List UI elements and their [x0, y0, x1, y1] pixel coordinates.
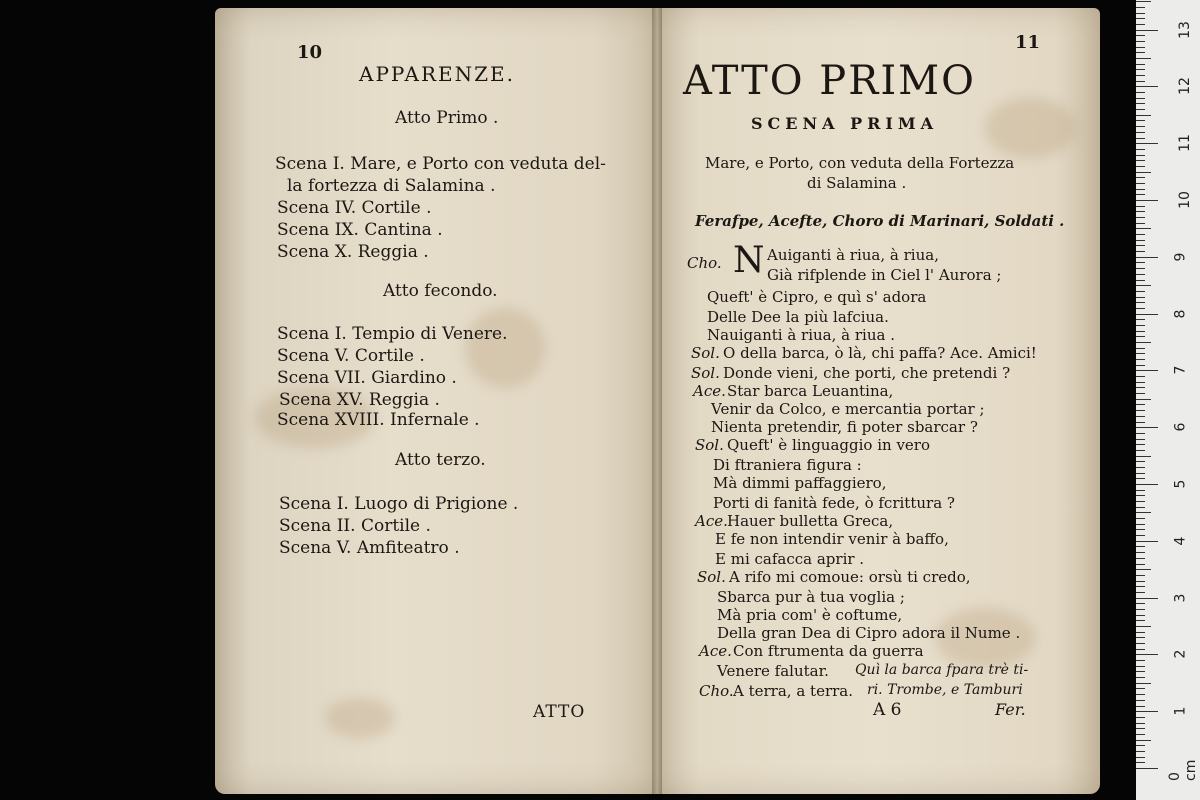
- ruler-tick: [1136, 683, 1151, 684]
- ruler-tick: [1136, 314, 1158, 315]
- ruler-tick: [1136, 24, 1145, 25]
- scene-entry: Scena IX. Cantina .: [277, 220, 443, 240]
- ruler-tick: [1136, 183, 1145, 184]
- ruler-tick: [1136, 47, 1145, 48]
- ruler-tick: [1136, 546, 1145, 547]
- ruler-tick: [1136, 194, 1145, 195]
- ruler-tick: [1136, 268, 1145, 269]
- ruler-tick: [1136, 637, 1145, 638]
- verse-line: Star barca Leuantina,: [727, 382, 894, 400]
- ruler-tick: [1136, 359, 1145, 360]
- ruler-tick: [1136, 399, 1151, 400]
- ruler-tick: [1136, 120, 1145, 121]
- ruler-tick: [1136, 280, 1145, 281]
- ruler-tick: [1136, 223, 1145, 224]
- verse-line: Nauiganti à riua, à riua .: [707, 326, 895, 344]
- signature-mark: A 6: [873, 700, 902, 720]
- ruler-tick: [1136, 138, 1145, 139]
- ruler-tick: [1136, 603, 1145, 604]
- ruler-number: 2: [1172, 649, 1189, 659]
- verse-line: A rifo mi comoue: orsù ti credo,: [729, 568, 971, 586]
- ruler-number: 7: [1172, 365, 1189, 375]
- ruler-tick: [1136, 598, 1158, 599]
- ruler-tick: [1136, 484, 1158, 485]
- verse-line: Hauer bulletta Greca,: [727, 512, 894, 530]
- ruler-tick: [1136, 671, 1145, 672]
- ruler-tick: [1136, 632, 1145, 633]
- ruler-tick: [1136, 177, 1145, 178]
- page-stain: [985, 98, 1075, 158]
- verse-line: Venere falutar.: [717, 662, 829, 680]
- ruler-tick: [1136, 654, 1158, 655]
- ruler-tick: [1136, 592, 1145, 593]
- ruler-tick: [1136, 387, 1145, 388]
- ruler-tick: [1136, 456, 1151, 457]
- act-heading: ATTO PRIMO: [683, 58, 976, 104]
- ruler-tick: [1136, 160, 1145, 161]
- ruler-tick: [1136, 728, 1145, 729]
- speaker-label: Sol.: [691, 344, 720, 362]
- ruler-tick: [1136, 103, 1145, 104]
- ruler-tick: [1136, 677, 1145, 678]
- ruler-number: 8: [1172, 309, 1189, 319]
- scene-entry: Scena I. Luogo di Prigione .: [279, 494, 519, 514]
- ruler-tick: [1136, 166, 1145, 167]
- ruler-tick: [1136, 643, 1145, 644]
- ruler-tick: [1136, 666, 1145, 667]
- scene-entry: Scena XV. Reggia .: [279, 390, 440, 410]
- ruler-tick: [1136, 427, 1158, 428]
- ruler-tick: [1136, 422, 1145, 423]
- ruler-tick: [1136, 376, 1145, 377]
- verse-line: A terra, a terra.: [733, 682, 853, 700]
- ruler-tick: [1136, 734, 1145, 735]
- ruler-tick: [1136, 473, 1145, 474]
- ruler-tick: [1136, 41, 1145, 42]
- ruler-number: 1: [1172, 706, 1189, 716]
- scene-entry: Scena I. Tempio di Venere.: [277, 324, 508, 344]
- act-title: Atto Primo .: [395, 108, 499, 128]
- ruler-tick: [1136, 700, 1145, 701]
- ruler-number: 13: [1176, 20, 1193, 39]
- ruler-tick: [1136, 649, 1145, 650]
- ruler-tick: [1136, 410, 1145, 411]
- verse-line: Mà pria com' è coftume,: [717, 606, 903, 624]
- ruler-tick: [1136, 433, 1145, 434]
- verse-line: Di ftraniera figura :: [713, 456, 862, 474]
- ruler-tick: [1136, 308, 1145, 309]
- speaker-label: Sol.: [691, 364, 720, 382]
- ruler-unit-label: 0 cm: [1167, 759, 1199, 781]
- ruler-tick: [1136, 558, 1145, 559]
- verse-line: Già rifplende in Ciel l' Aurora ;: [767, 266, 1002, 284]
- ruler-tick: [1136, 262, 1145, 263]
- ruler-tick: [1136, 620, 1145, 621]
- ruler-number: 11: [1176, 134, 1193, 153]
- ruler-tick: [1136, 189, 1145, 190]
- scene-entry: Scena I. Mare, e Porto con veduta del-: [275, 154, 606, 174]
- drop-cap: N: [733, 240, 765, 281]
- ruler-tick: [1136, 444, 1145, 445]
- verse-line: Donde vieni, che porti, che pretendi ?: [723, 364, 1011, 382]
- catchword: ATTO: [533, 702, 586, 722]
- speaker-label: Cho.: [687, 254, 722, 272]
- ruler-tick: [1136, 552, 1145, 553]
- verse-line: Mà dimmi paffaggiero,: [713, 474, 887, 492]
- stage-direction: Quì la barca fpara trè ti-: [855, 662, 1029, 678]
- ruler-number: 12: [1176, 77, 1193, 96]
- ruler-tick: [1136, 245, 1145, 246]
- ruler-tick: [1136, 512, 1151, 513]
- ruler-tick: [1136, 234, 1145, 235]
- book-gutter: [652, 8, 662, 794]
- verse-line: Con ftrumenta da guerra: [733, 642, 924, 660]
- character-list: Ferafpe, Acefte, Choro di Marinari, Soldati .: [695, 212, 1065, 230]
- ruler-tick: [1136, 478, 1145, 479]
- ruler-tick: [1136, 336, 1145, 337]
- ruler-tick: [1136, 126, 1145, 127]
- ruler-tick: [1136, 228, 1151, 229]
- ruler-tick: [1136, 217, 1145, 218]
- page-stain: [465, 308, 545, 388]
- ruler-tick: [1136, 581, 1145, 582]
- scene-setting: di Salamina .: [807, 174, 907, 192]
- verse-line: Nienta pretendir, fi poter sbarcar ?: [711, 418, 978, 436]
- ruler-tick: [1136, 331, 1145, 332]
- ruler-tick: [1136, 172, 1151, 173]
- scene-setting: Mare, e Porto, con veduta della Fortezza: [705, 154, 1015, 172]
- scene-heading: SCENA PRIMA: [751, 114, 939, 133]
- ruler-tick: [1136, 564, 1145, 565]
- verse-line: Venir da Colco, e mercantia portar ;: [711, 400, 985, 418]
- ruler-tick: [1136, 297, 1145, 298]
- verse-line: E fe non intendir venir à baffo,: [715, 530, 949, 548]
- speaker-label: Ace.: [699, 642, 732, 660]
- ruler-tick: [1136, 740, 1151, 741]
- ruler-tick: [1136, 35, 1145, 36]
- ruler-tick: [1136, 302, 1145, 303]
- ruler-tick: [1136, 467, 1145, 468]
- ruler-tick: [1136, 529, 1145, 530]
- ruler-number: 4: [1172, 536, 1189, 546]
- ruler-tick: [1136, 257, 1158, 258]
- ruler-tick: [1136, 52, 1145, 53]
- verse-line: Porti di fanità fede, ò fcrittura ?: [713, 494, 955, 512]
- ruler-tick: [1136, 115, 1151, 116]
- ruler-tick: [1136, 711, 1158, 712]
- ruler-tick: [1136, 626, 1151, 627]
- verse-line: Auiganti à riua, à riua,: [767, 246, 939, 264]
- ruler-number: 10: [1176, 191, 1193, 209]
- verse-line: Sbarca pur à tua voglia ;: [717, 588, 905, 606]
- ruler-tick: [1136, 382, 1145, 383]
- ruler-tick: [1136, 64, 1145, 65]
- ruler-tick: [1136, 109, 1145, 110]
- ruler-number: 6: [1172, 422, 1189, 432]
- stage-direction: ri. Trombe, e Tamburi: [867, 682, 1023, 698]
- act-title: Atto terzo.: [395, 450, 486, 470]
- verse-line: O della barca, ò là, chi paffa? Ace. Amici!: [723, 344, 1037, 362]
- verse-line: Queft' è linguaggio in vero: [727, 436, 930, 454]
- ruler-tick: [1136, 92, 1145, 93]
- ruler-tick: [1136, 694, 1145, 695]
- page-header: APPARENZE.: [359, 62, 515, 86]
- ruler-tick: [1136, 615, 1145, 616]
- ruler-tick: [1136, 58, 1151, 59]
- page-stain: [325, 698, 395, 738]
- ruler-tick: [1136, 319, 1145, 320]
- ruler-tick: [1136, 461, 1145, 462]
- ruler-tick: [1136, 75, 1145, 76]
- ruler-tick: [1136, 86, 1158, 87]
- ruler-tick: [1136, 518, 1145, 519]
- ruler-tick: [1136, 745, 1145, 746]
- ruler-tick: [1136, 149, 1145, 150]
- left-page: [215, 8, 660, 794]
- right-page: [655, 8, 1100, 794]
- ruler-tick: [1136, 69, 1145, 70]
- ruler-tick: [1136, 206, 1145, 207]
- ruler-tick: [1136, 688, 1145, 689]
- ruler-tick: [1136, 353, 1145, 354]
- ruler-tick: [1136, 291, 1145, 292]
- ruler-tick: [1136, 609, 1145, 610]
- ruler-tick: [1136, 251, 1145, 252]
- ruler-tick: [1136, 365, 1145, 366]
- speaker-label: Ace.: [693, 382, 726, 400]
- scene-entry: Scena IV. Cortile .: [277, 198, 432, 218]
- ruler-tick: [1136, 524, 1145, 525]
- ruler-tick: [1136, 132, 1145, 133]
- page-number: 11: [1015, 32, 1041, 53]
- ruler-number: 5: [1172, 479, 1189, 489]
- ruler-tick: [1136, 439, 1145, 440]
- ruler-tick: [1136, 211, 1145, 212]
- scene-entry: Scena VII. Giardino .: [277, 368, 457, 388]
- verse-line: Della gran Dea di Cipro adora il Nume .: [717, 624, 1021, 642]
- speaker-label: Ace.: [695, 512, 728, 530]
- ruler-tick: [1136, 1, 1151, 2]
- act-title: Atto fecondo.: [383, 281, 498, 301]
- ruler-tick: [1136, 18, 1145, 19]
- scene-entry: Scena V. Cortile .: [277, 346, 425, 366]
- ruler-tick: [1136, 200, 1158, 201]
- ruler-tick: [1136, 495, 1145, 496]
- ruler-tick: [1136, 285, 1151, 286]
- speaker-label: Sol.: [697, 568, 726, 586]
- ruler-tick: [1136, 586, 1145, 587]
- ruler-number: 3: [1172, 593, 1189, 603]
- page-number: 10: [297, 42, 323, 63]
- ruler-tick: [1136, 706, 1145, 707]
- ruler-tick: [1136, 757, 1145, 758]
- ruler-tick: [1136, 501, 1145, 502]
- ruler-tick: [1136, 416, 1145, 417]
- ruler-tick: [1136, 717, 1145, 718]
- ruler-tick: [1136, 98, 1145, 99]
- ruler-tick: [1136, 660, 1145, 661]
- ruler-tick: [1136, 13, 1145, 14]
- speaker-label: Sol.: [695, 436, 724, 454]
- open-book: [215, 8, 1100, 794]
- ruler-tick: [1136, 155, 1145, 156]
- verse-line: E mi cafacca aprir .: [715, 550, 865, 568]
- ruler-tick: [1136, 541, 1158, 542]
- ruler-number: 9: [1172, 252, 1189, 262]
- scene-entry: la fortezza di Salamina .: [287, 176, 496, 196]
- ruler-tick: [1136, 325, 1145, 326]
- measuring-ruler: [1136, 0, 1200, 800]
- ruler-tick: [1136, 575, 1145, 576]
- scene-entry: Scena XVIII. Infernale .: [277, 410, 480, 430]
- scene-entry: Scena X. Reggia .: [277, 242, 429, 262]
- verse-line: Queft' è Cipro, e quì s' adora: [707, 288, 927, 306]
- ruler-tick: [1136, 404, 1145, 405]
- ruler-tick: [1136, 569, 1151, 570]
- ruler-tick: [1136, 535, 1145, 536]
- ruler-tick: [1136, 342, 1151, 343]
- verse-line: Delle Dee la più lafciua.: [707, 308, 889, 326]
- ruler-tick: [1136, 723, 1145, 724]
- ruler-tick: [1136, 450, 1145, 451]
- ruler-tick: [1136, 370, 1158, 371]
- ruler-tick: [1136, 81, 1145, 82]
- speaker-label: Cho.: [699, 682, 734, 700]
- ruler-tick: [1136, 143, 1158, 144]
- scene-entry: Scena II. Cortile .: [279, 516, 431, 536]
- scene-entry: Scena V. Amfiteatro .: [279, 538, 460, 558]
- ruler-tick: [1136, 7, 1145, 8]
- ruler-tick: [1136, 274, 1145, 275]
- ruler-tick: [1136, 348, 1145, 349]
- ruler-tick: [1136, 762, 1145, 763]
- ruler-tick: [1136, 490, 1145, 491]
- ruler-tick: [1136, 393, 1145, 394]
- ruler-tick: [1136, 507, 1145, 508]
- catchword: Fer.: [995, 700, 1026, 719]
- ruler-tick: [1136, 768, 1158, 769]
- ruler-tick: [1136, 30, 1158, 31]
- ruler-tick: [1136, 240, 1145, 241]
- ruler-tick: [1136, 751, 1145, 752]
